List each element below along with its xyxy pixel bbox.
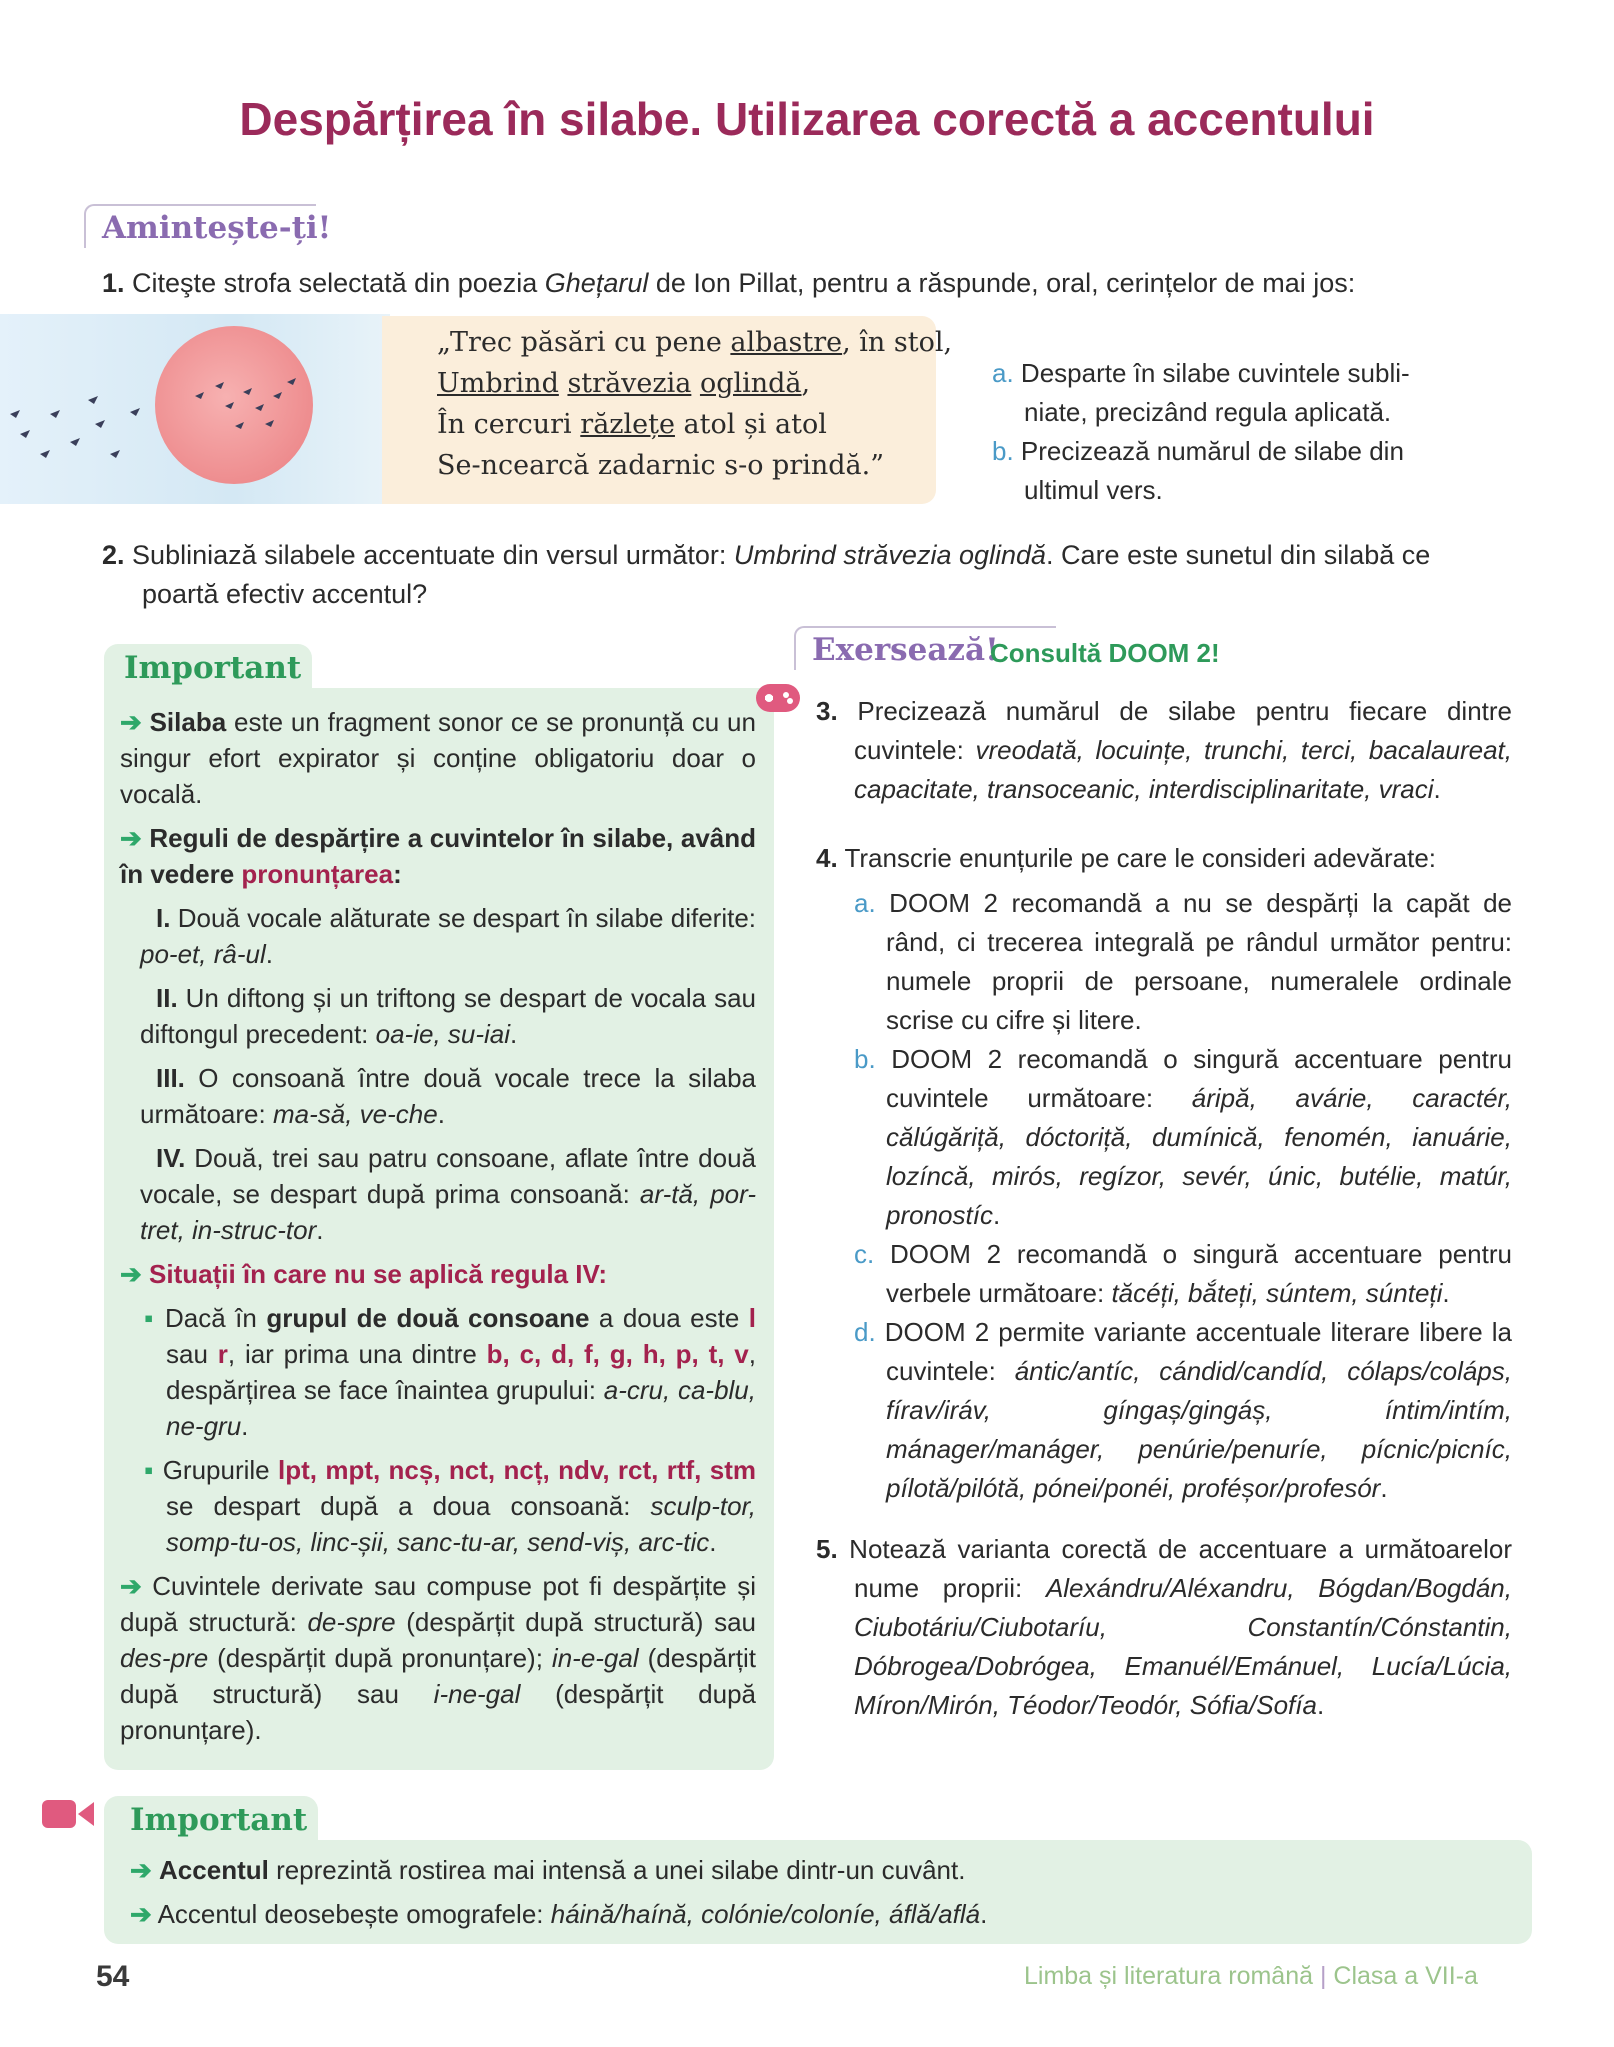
square-bullet-icon: ▪ — [144, 1455, 155, 1485]
page-title: Despărțirea în silabe. Utilizarea corectă a accentului — [239, 93, 1375, 145]
situatie-2: ▪ Grupurile lpt, mpt, ncș, nct, ncț, ndv, rct, rtf, stm se despart după a doua consoană: sculp-tor, somp-tu-os, linc-șii, sanc-tu-ar, send-viș, arc-tic. — [144, 1455, 756, 1557]
question-text: de Ion Pillat, pentru a răspunde, oral, cerințelor de mai jos: — [648, 268, 1356, 298]
important-content-2 — [130, 1848, 987, 1936]
footer-subject: Limba și literatura română — [1024, 1962, 1314, 1990]
gamepad-icon — [756, 684, 800, 712]
rule-ii: II. Un diftong și un triftong se despart de vocala sau diftongul precedent: oa-ie, su-iai. — [140, 983, 756, 1049]
question-number: 2. — [102, 540, 125, 570]
square-bullet-icon: ▪ — [144, 1303, 156, 1333]
question-1-subitems — [992, 354, 1462, 510]
question-3: 3. Precizează numărul de silabe pentru fiecare dintre cuvintele: vreodată, locuințe, trunchi, terci, bacalaureat, capacitate, transoceanic, interdisciplinaritate, vraci. — [816, 696, 1512, 804]
rule-silaba: ➔ Silaba este un fragment sonor ce se pronunță cu un singur efort expirator și conține obligatoriu doar o vocală. — [120, 707, 756, 809]
question-text: Citeşte strofa selectată din poezia — [132, 268, 545, 298]
question-2: 2. Subliniază silabele accentuate din versul următor: Umbrind străvezia oglindă. Care este sunetul din silabă ce poartă efectiv accentul? — [102, 536, 1522, 614]
rule-iii: III. O consoană între două vocale trece la silaba următoare: ma-să, ve-che. — [140, 1063, 756, 1129]
video-camera-icon — [42, 1798, 94, 1830]
footer-grade: Clasa a VII-a — [1333, 1962, 1478, 1990]
question-5: 5. Notează varianta corectă de accentuare a următoarelor nume proprii: Alexándru/Aléxandru, Bógdan/Bogdán, Ciubotáriu/Ciubotaríu, Constantín/Cónstantin, Dóbrogea/Dobrógea, Emanuél/Emánuel, Lucía/Lúcia, Míron/Mirón, Téodor/Teodór, Sófia/Sofía. — [816, 1534, 1513, 1720]
arrow-right-icon: ➔ — [120, 1571, 142, 1601]
poem-line-3: În cercuri răzlețe atol și atol — [437, 409, 827, 440]
poem-line-2: Umbrind străvezia oglindă, — [437, 368, 811, 399]
page-number: 54 — [96, 1960, 130, 1993]
rule-i: I. Două vocale alăturate se despart în silabe diferite: po-et, râ-ul. — [140, 903, 756, 969]
arrow-right-icon: ➔ — [120, 707, 142, 737]
important-heading-2: Important — [130, 1802, 308, 1838]
subitem-a-cont: niate, precizând regula aplicată. — [1024, 397, 1392, 427]
situatii-heading: ➔ Situații în care nu se aplică regula IV: — [120, 1259, 608, 1289]
exerseaza-heading: Exersează! — [812, 632, 999, 668]
subitem-b-cont: ultimul vers. — [1024, 475, 1163, 505]
poem-line-1: „Trec păsări cu pene albastre, în stol, — [437, 327, 953, 358]
rule-despartire: ➔ Reguli de despărțire a cuvintelor în silabe, având în vedere pronunțarea: — [120, 823, 756, 889]
important-heading: Important — [124, 650, 302, 686]
exercises-column — [816, 692, 1512, 1725]
aminteste-heading: Amintește-ți! — [102, 210, 332, 246]
question-1 — [102, 264, 1542, 303]
important-content — [120, 704, 756, 1748]
footer-text — [1024, 1962, 1478, 1991]
accent-definition: ➔ Accentul reprezintă rostirea mai intensă a unei silabe dintr-un cuvânt. — [130, 1855, 966, 1885]
question-number: 1. — [102, 268, 125, 298]
arrow-right-icon: ➔ — [120, 1259, 142, 1289]
question-4c: c. DOOM 2 recomandă o singură accentuare pentru verbele următoare: tăcéți, bắteți, súntem, súnteți. — [854, 1239, 1512, 1308]
footer-separator: | — [1319, 1962, 1327, 1990]
poem-line-4: Se-ncearcă zadarnic s-o prindă.” — [437, 450, 885, 481]
accent-omografe: ➔ Accentul deosebește omografele: háină/haínă, colónie/coloníe, áflă/aflá. — [130, 1899, 988, 1929]
question-4b: b. DOOM 2 recomandă o singură accentuare pentru cuvintele următoare: áripă, avárie, caractér, călúgăriță, dóctoriță, dumínică, fenomén, ianuárie, lozíncă, mirós, regízor, sevér, únic, butélie, matúr, pronostíc. — [854, 1044, 1512, 1230]
subitem-b: b. Precizează numărul de silabe din — [992, 436, 1404, 466]
pink-sun-image — [155, 326, 313, 484]
exerseaza-subheading: Consultă DOOM 2! — [990, 638, 1220, 668]
poem-stanza — [437, 322, 952, 486]
question-4: 4. Transcrie enunțurile pe care le consideri adevărate: — [816, 843, 1437, 873]
poem-title: Ghețarul — [544, 268, 649, 298]
subitem-a: a. Desparte în silabe cuvintele subli- — [992, 358, 1410, 388]
rule-iv: IV. Două, trei sau patru consoane, aflate între două vocale, se despart după prima consoană: ar-tă, por-tret, in-struc-tor. — [140, 1143, 756, 1245]
birds-on-sun — [155, 326, 313, 484]
arrow-right-icon: ➔ — [130, 1899, 152, 1929]
question-4a: a. DOOM 2 recomandă a nu se despărți la capăt de rând, ci trecerea integrală pe rândul următor pentru: numele proprii de persoane, numeralele ordinale scrise cu cifre și litere. — [854, 888, 1512, 1035]
question-2-cont: poartă efectiv accentul? — [142, 579, 428, 609]
arrow-right-icon: ➔ — [120, 823, 142, 853]
question-4d: d. DOOM 2 permite variante accentuale literare libere la cuvintele: ántic/antíc, cándid/candíd, cólaps/coláps, fírav/iráv, gíngaș/gingáș, íntim/intím, mánager/manáger, penúrie/penuríe, pícnic/picníc, pílotă/pilótă, pónei/ponéi, proféșor/profesór. — [854, 1317, 1512, 1503]
situatie-1: ▪ Dacă în grupul de două consoane a doua este l sau r, iar prima una dintre b, c, d, f, g, h, p, t, v, despărțirea se face înaintea grupului: a-cru, ca-blu, ne-gru. — [144, 1303, 757, 1441]
arrow-right-icon: ➔ — [130, 1855, 152, 1885]
rule-derivate: ➔ Cuvintele derivate sau compuse pot fi despărțite și după structură: de-spre (despărțit după structură) sau des-pre (despărțit după pronunțare); in-e-gal (despărțit după structură) sau i-ne-gal (despărțit după pronunțare). — [120, 1571, 757, 1745]
